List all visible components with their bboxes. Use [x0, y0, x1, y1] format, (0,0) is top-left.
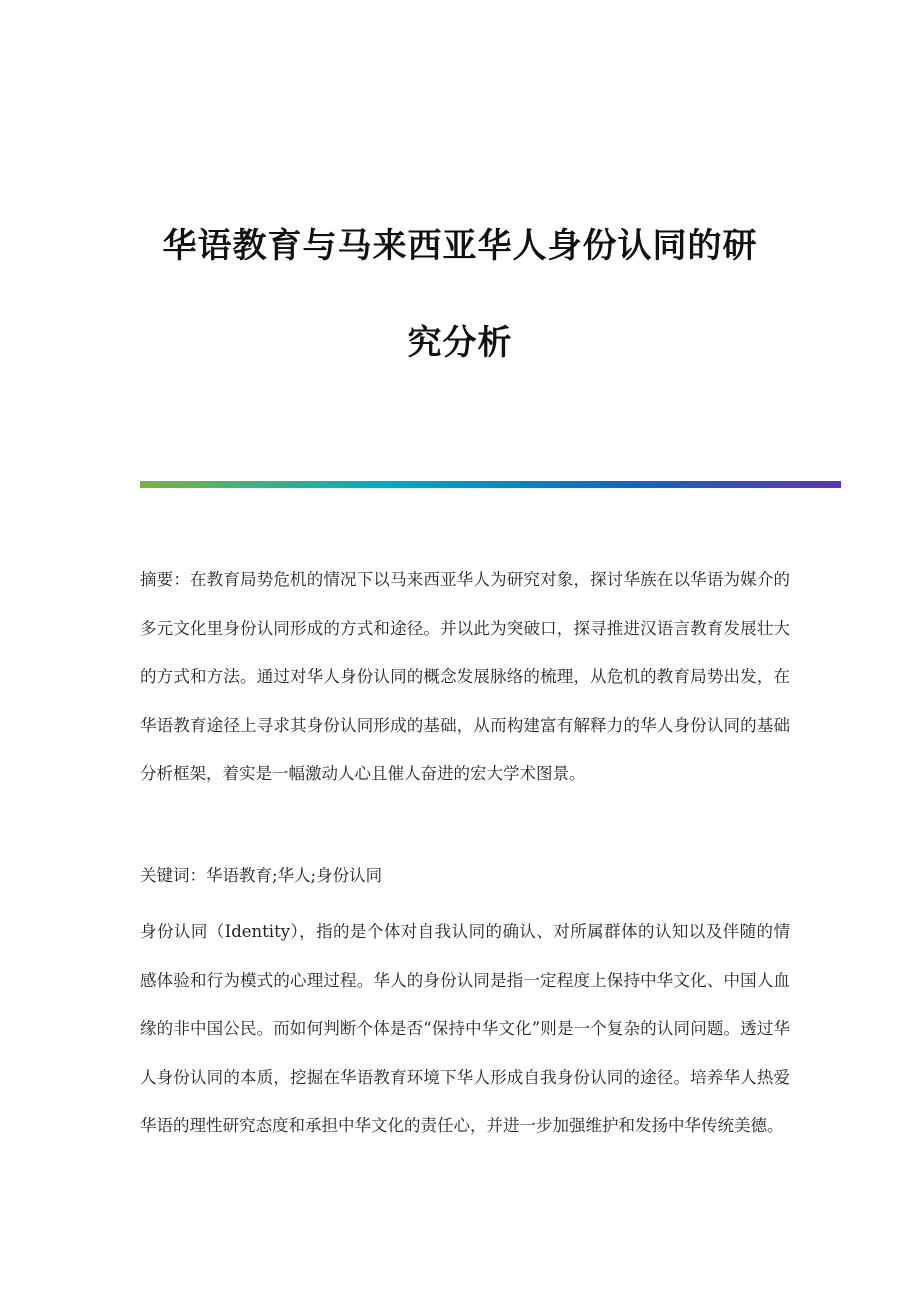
abstract-paragraph: 摘要：在教育局势危机的情况下以马来西亚华人为研究对象，探讨华族在以华语为媒介的多元文化里身份认同形成的方式和途径。并以此为突破口，探寻推进汉语言教育发展壮大的方式和方法。通过对华人身份认同的概念发展脉络的梳理，从危机的教育局势出发，在华语教育途径上寻求其身份认同形成的基础，从而构建富有解释力的华人身份认同的基础分析框架，着实是一幅激动人心且催人奋进的宏大学术图景。: [140, 570, 790, 783]
body-paragraph: 身份认同（Identity），指的是个体对自我认同的确认、对所属群体的认知以及伴随的情感体验和行为模式的心理过程。华人的身份认同是指一定程度上保持中华文化、中国人血缘的非中国公民。而如何判断个体是否“保持中华文化”则是一个复杂的认同问题。透过华人身份认同的本质，挖掘在华语教育环境下华人形成自我身份认同的途径。培养华人热爱华语的理性研究态度和承担中华文化的责任心，并进一步加强维护和发扬中华传统美德。: [140, 922, 790, 1135]
keywords-line: 关键词：华语教育;华人;身份认同: [140, 866, 383, 885]
title-line-1: 华语教育与马来西亚华人身份认同的研: [162, 226, 758, 266]
title-line-2: 究分析: [407, 323, 513, 363]
title-divider: [140, 481, 841, 488]
